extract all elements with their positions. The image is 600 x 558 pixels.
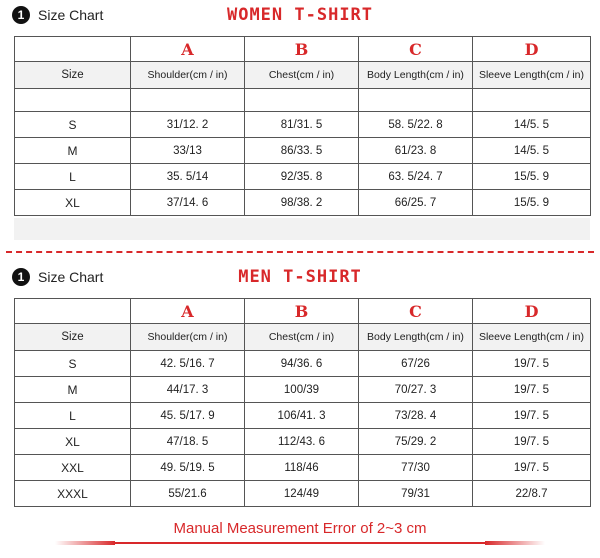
- size-cell: L: [15, 403, 131, 429]
- header-size: Size: [15, 324, 131, 351]
- body-length-cell: 75/29. 2: [359, 429, 473, 455]
- measurement-note: [0, 518, 600, 558]
- sleeve-length-cell: 19/7. 5: [473, 429, 591, 455]
- table-footer-band: [14, 218, 590, 240]
- chest-cell: 92/35. 8: [245, 164, 359, 190]
- letter-d: D: [473, 299, 591, 324]
- table-row: [15, 403, 591, 429]
- header-body-length: Body Length(cm / in): [359, 62, 473, 89]
- header-chest: Chest(cm / in): [245, 324, 359, 351]
- column-header-row: [15, 62, 591, 89]
- number-one-icon: 1: [12, 6, 30, 24]
- chest-cell: 94/36. 6: [245, 351, 359, 377]
- table-row: [15, 164, 591, 190]
- shoulder-cell: 37/14. 6: [131, 190, 245, 216]
- men-size-chart: [0, 262, 600, 517]
- letter-a: A: [131, 37, 245, 62]
- measure-letter-row: [15, 299, 591, 324]
- letter-c: C: [359, 37, 473, 62]
- empty-row: [15, 89, 591, 112]
- shoulder-cell: 31/12. 2: [131, 112, 245, 138]
- shoulder-cell: 45. 5/17. 9: [131, 403, 245, 429]
- shoulder-cell: 55/21.6: [131, 481, 245, 507]
- empty-cell: [359, 89, 473, 112]
- shoulder-cell: 49. 5/19. 5: [131, 455, 245, 481]
- shoulder-cell: 35. 5/14: [131, 164, 245, 190]
- section-divider: [6, 251, 594, 253]
- shoulder-cell: 33/13: [131, 138, 245, 164]
- chest-cell: 86/33. 5: [245, 138, 359, 164]
- number-one-icon: 1: [12, 268, 30, 286]
- table-row: [15, 190, 591, 216]
- table-row: [15, 351, 591, 377]
- shoulder-cell: 47/18. 5: [131, 429, 245, 455]
- header-size: Size: [15, 62, 131, 89]
- table-row: [15, 138, 591, 164]
- table-row: [15, 481, 591, 507]
- sleeve-length-cell: 22/8.7: [473, 481, 591, 507]
- body-length-cell: 58. 5/22. 8: [359, 112, 473, 138]
- header-sleeve-length: Sleeve Length(cm / in): [473, 324, 591, 351]
- column-header-row: [15, 324, 591, 351]
- letter-c: C: [359, 299, 473, 324]
- measure-letter-row: [15, 37, 591, 62]
- chest-cell: 118/46: [245, 455, 359, 481]
- men-size-table: [14, 298, 591, 507]
- header-sleeve-length: Sleeve Length(cm / in): [473, 62, 591, 89]
- table-row: [15, 455, 591, 481]
- sleeve-length-cell: 15/5. 9: [473, 164, 591, 190]
- letter-a: A: [131, 299, 245, 324]
- body-length-cell: 77/30: [359, 455, 473, 481]
- empty-cell: [131, 89, 245, 112]
- blank-cell: [15, 299, 131, 324]
- sleeve-length-cell: 19/7. 5: [473, 351, 591, 377]
- table-row: [15, 377, 591, 403]
- men-title: MEN T-SHIRT: [238, 267, 362, 287]
- body-length-cell: 79/31: [359, 481, 473, 507]
- header-shoulder: Shoulder(cm / in): [131, 324, 245, 351]
- sleeve-length-cell: 19/7. 5: [473, 377, 591, 403]
- chest-cell: 112/43. 6: [245, 429, 359, 455]
- chest-cell: 100/39: [245, 377, 359, 403]
- letter-b: B: [245, 37, 359, 62]
- letter-b: B: [245, 299, 359, 324]
- size-cell: M: [15, 138, 131, 164]
- sleeve-length-cell: 19/7. 5: [473, 455, 591, 481]
- body-length-cell: 66/25. 7: [359, 190, 473, 216]
- header-chest: Chest(cm / in): [245, 62, 359, 89]
- note-underline: [115, 542, 485, 544]
- size-cell: L: [15, 164, 131, 190]
- women-size-table: [14, 36, 591, 216]
- body-length-cell: 67/26: [359, 351, 473, 377]
- body-length-cell: 70/27. 3: [359, 377, 473, 403]
- letter-d: D: [473, 37, 591, 62]
- sleeve-length-cell: 19/7. 5: [473, 403, 591, 429]
- women-size-chart: [0, 0, 600, 245]
- size-chart-label: Size Chart: [38, 269, 104, 285]
- size-chart-label: Size Chart: [38, 7, 104, 23]
- body-length-cell: 73/28. 4: [359, 403, 473, 429]
- shoulder-cell: 42. 5/16. 7: [131, 351, 245, 377]
- women-title: WOMEN T-SHIRT: [226, 5, 374, 25]
- chest-cell: 98/38. 2: [245, 190, 359, 216]
- empty-cell: [473, 89, 591, 112]
- blank-cell: [15, 37, 131, 62]
- table-row: [15, 429, 591, 455]
- size-cell: S: [15, 351, 131, 377]
- empty-cell: [245, 89, 359, 112]
- body-length-cell: 63. 5/24. 7: [359, 164, 473, 190]
- size-cell: XL: [15, 429, 131, 455]
- sleeve-length-cell: 15/5. 9: [473, 190, 591, 216]
- size-cell: S: [15, 112, 131, 138]
- header-body-length: Body Length(cm / in): [359, 324, 473, 351]
- size-cell: XXL: [15, 455, 131, 481]
- body-length-cell: 61/23. 8: [359, 138, 473, 164]
- size-cell: XXXL: [15, 481, 131, 507]
- chest-cell: 106/41. 3: [245, 403, 359, 429]
- size-cell: XL: [15, 190, 131, 216]
- measurement-error-note: Manual Measurement Error of 2~3 cm: [173, 520, 427, 537]
- sleeve-length-cell: 14/5. 5: [473, 112, 591, 138]
- empty-cell: [15, 89, 131, 112]
- header-shoulder: Shoulder(cm / in): [131, 62, 245, 89]
- chest-cell: 81/31. 5: [245, 112, 359, 138]
- chest-cell: 124/49: [245, 481, 359, 507]
- sleeve-length-cell: 14/5. 5: [473, 138, 591, 164]
- table-row: [15, 112, 591, 138]
- shoulder-cell: 44/17. 3: [131, 377, 245, 403]
- size-cell: M: [15, 377, 131, 403]
